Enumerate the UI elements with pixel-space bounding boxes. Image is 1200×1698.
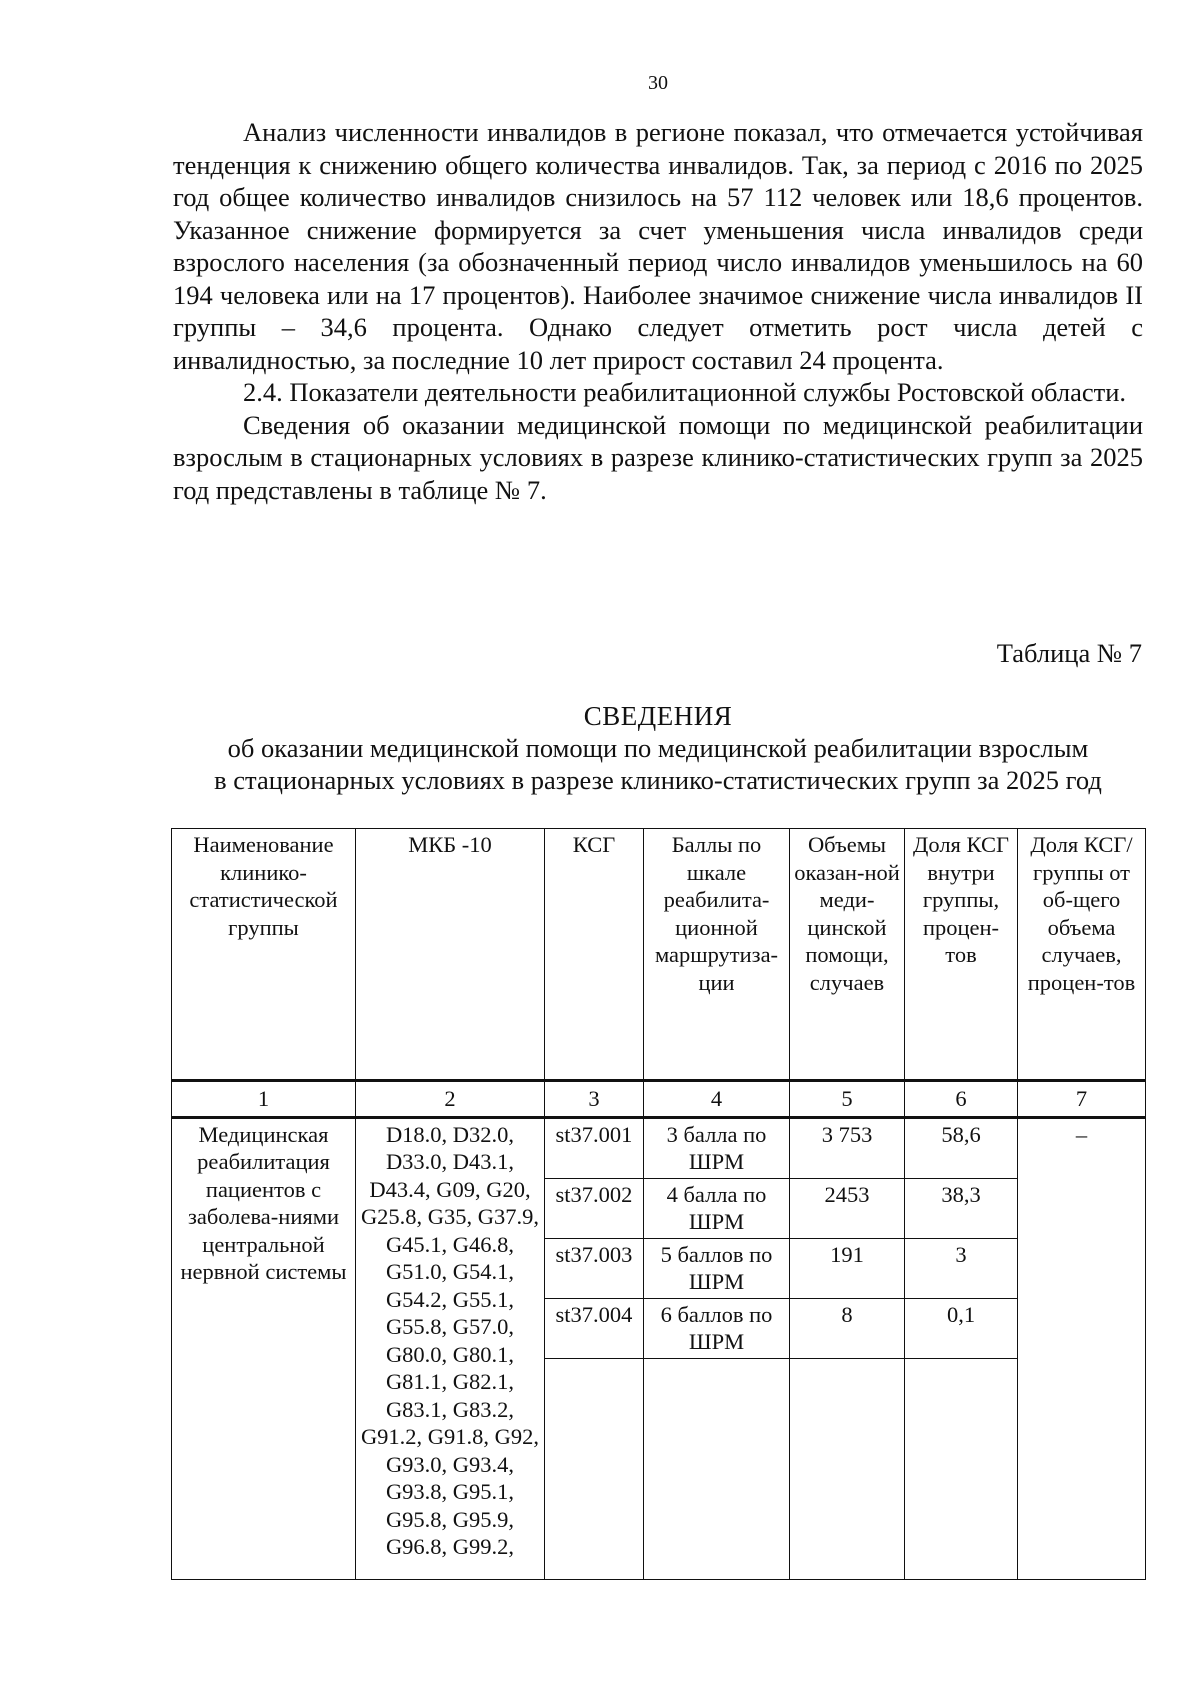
group-share-cell: – (1018, 1117, 1146, 1579)
share-cell: 0,1 (905, 1298, 1018, 1358)
filler-cell (905, 1358, 1018, 1579)
volume-cell: 8 (790, 1298, 905, 1358)
filler-cell (644, 1358, 790, 1579)
share-cell: 3 (905, 1238, 1018, 1298)
header-score: Баллы по шкале реабилита-ционной маршрутиза-ции (644, 829, 790, 1081)
rehabilitation-table (171, 828, 1146, 1580)
score-cell: 6 баллов по ШРМ (644, 1298, 790, 1358)
column-number: 3 (545, 1081, 644, 1118)
header-share-in-group: Доля КСГ внутри группы, процен-тов (905, 829, 1018, 1081)
score-cell: 4 балла по ШРМ (644, 1178, 790, 1238)
header-share-total: Доля КСГ/ группы от об-щего объема случаев, процен-тов (1018, 829, 1146, 1081)
volume-cell: 3 753 (790, 1117, 905, 1178)
volume-cell: 2453 (790, 1178, 905, 1238)
column-number: 2 (356, 1081, 545, 1118)
column-number: 5 (790, 1081, 905, 1118)
column-number: 7 (1018, 1081, 1146, 1118)
paragraph-table-intro: Сведения об оказании медицинской помощи по медицинской реабилитации взрослым в стационарных условиях в разрезе клинико-статистических групп за 2025 год представлены в таблице № 7. (173, 409, 1143, 505)
filler-cell (545, 1358, 644, 1579)
paragraph-disability-analysis: Анализ численности инвалидов в регионе показал, что отмечается устойчивая тенденция к снижению общего количества инвалидов. Так, за период с 2016 по 2025 год общее количество инвалидов снизилось на 57 112 человек или 18,6 процентов. Указанное снижение формируется за счет уменьшения числа инвалидов среди взрослого населения (за обозначенный период число инвалидов уменьшилось на 60 194 человека или на 17 процентов). Наиболее значимое снижение числа инвалидов II группы – 34,6 процента. Однако следует отметить рост числа детей с инвалидностью, за последние 10 лет прирост составил 24 процента. (173, 117, 1143, 375)
column-number: 1 (172, 1081, 356, 1118)
column-number: 4 (644, 1081, 790, 1118)
table-subtitle-line-1: об оказании медицинской помощи по медицинской реабилитации взрослым (227, 733, 1089, 763)
mkb-codes-cell: D18.0, D32.0, D33.0, D43.1, D43.4, G09, G20, G25.8, G35, G37.9, G45.1, G46.8, G51.0, G54.1, G54.2, G55.1, G55.8, G57.0, G80.0, G80.1, G81.1, G82.1, G83.1, G83.2, G91.2, G91.8, G92, G93.0, G93.4, G93.8, G95.1, G95.8, G95.9, G96.8, G99.2, (356, 1117, 545, 1579)
ksg-cell: st37.002 (545, 1178, 644, 1238)
share-cell: 58,6 (905, 1117, 1018, 1178)
table-title: СВЕДЕНИЯ (583, 701, 733, 731)
group-name-cell: Медицинская реабилитация пациентов с заболева-ниями центральной нервной системы (172, 1117, 356, 1579)
header-group-name: Наименование клинико-статистической группы (172, 829, 356, 1081)
header-volume: Объемы оказан-ной меди-цинской помощи, случаев (790, 829, 905, 1081)
table-subtitle-line-2: в стационарных условиях в разрезе клинико-статистических групп за 2025 год (214, 765, 1102, 795)
ksg-cell: st37.004 (545, 1298, 644, 1358)
page-number: 30 (648, 72, 668, 94)
filler-cell (790, 1358, 905, 1579)
table-label: Таблица № 7 (996, 638, 1142, 668)
score-cell: 3 балла по ШРМ (644, 1117, 790, 1178)
table-row (172, 1117, 1146, 1178)
share-cell: 38,3 (905, 1178, 1018, 1238)
column-number: 6 (905, 1081, 1018, 1118)
paragraph-section-heading: 2.4. Показатели деятельности реабилитационной службы Ростовской области. (243, 377, 1127, 407)
header-mkb: МКБ -10 (356, 829, 545, 1081)
ksg-cell: st37.001 (545, 1117, 644, 1178)
table-header-row (172, 829, 1146, 1081)
score-cell: 5 баллов по ШРМ (644, 1238, 790, 1298)
table-title-block (173, 700, 1143, 796)
column-number-row (172, 1081, 1146, 1118)
header-ksg: КСГ (545, 829, 644, 1081)
ksg-cell: st37.003 (545, 1238, 644, 1298)
body-text (173, 116, 1143, 506)
volume-cell: 191 (790, 1238, 905, 1298)
